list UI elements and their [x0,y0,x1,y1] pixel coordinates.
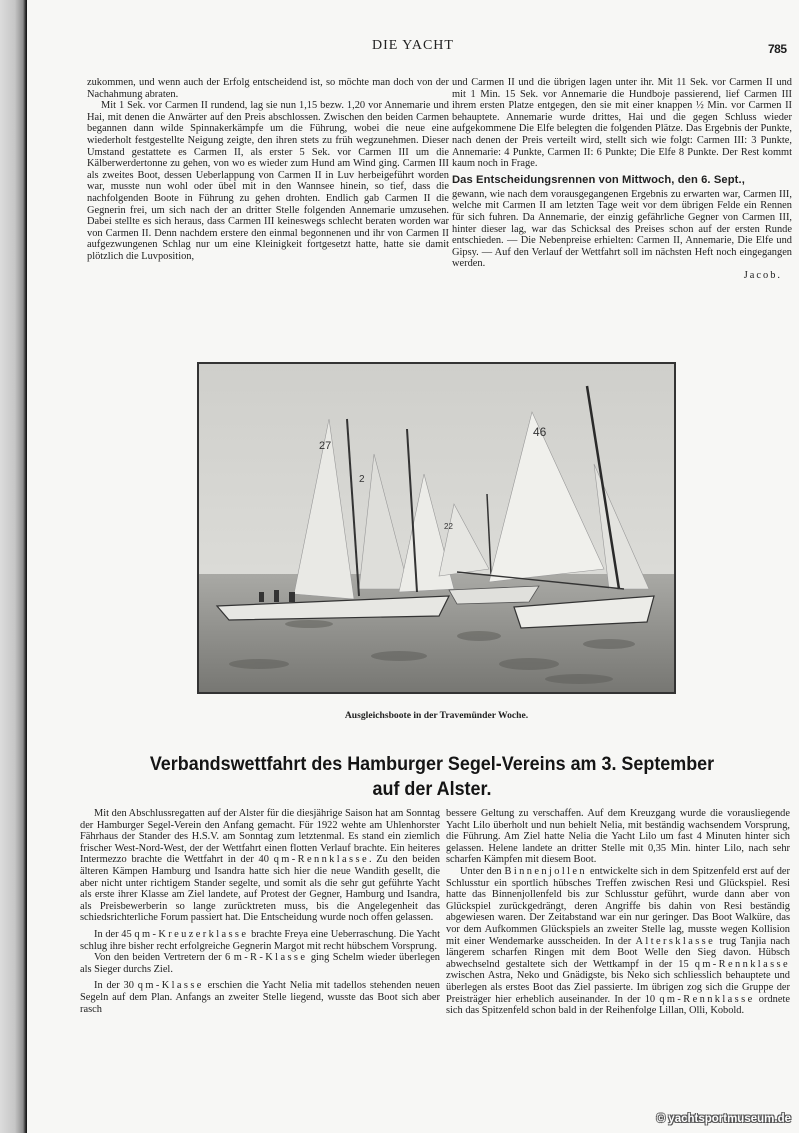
article-title-line-1: Verbandswettfahrt des Hamburger Segel-Vereins am 3. September [149,753,715,775]
class-name: Binnenjollen [504,865,588,877]
photo-sailing-boats [197,362,676,694]
class-name: qm-Rennklasse [659,993,755,1005]
sail-number: 2 [359,474,365,485]
sail-number: 27 [319,440,332,452]
class-name: qm-Klasse [137,980,204,992]
author-signature: Jacob. [743,269,782,281]
page-number: 785 [768,42,787,56]
section-subheading: Das Entscheidungsrennen von Mittwoch, den 6. Sept., [452,173,745,186]
top-article-left-column [87,77,449,263]
article-title [115,752,750,802]
paragraph: Unter den Binnenjollen entwickelte sich in dem Spitzenfeld erst auf der Schlusstur ein sportlich hübsches Treffen zwischen Resi und Glückspiel. Resi hatte das Binnenjollenfeld bis zur Schlusstur geführt, wurde dann aber von Glückspiel zurückgedrängt, deren Angriffe bis dahin von Resi beständig abgewiesen waren. Der Zeitabstand war ein nur geringer. Das Boot Walküre, das vor dem Aufkommen Glückspiels an zweiter Stelle lag, musste wegen Kollision mit einer Wendemarke ausscheiden. In der Altersklasse trug Tanjia nach längerem scharfen Ringen mit dem Boot Welle den Sieg davon. Hübsch abwechselnd gestaltete sich der Wettkampf in der 15 qm-Rennklasse zwischen Astra, Neko und Gnädigste, bis Neko sich schliesslich behauptete und überlegen als erstes Boot das Ziel passierte. Im übrigen zog sich die Gruppe der Preisträger hier erheblich auseinander. In der 10 qm-Rennklasse ordnete sich das Spitzenfeld schon bald in der Reihenfolge Lillan, Olli, Kobold. [446,865,790,1017]
sail-number: 46 [533,425,547,439]
paragraph: Mit den Abschlussregatten auf der Alster für die diesjährige Saison hat am Sonntag der Hamburger Segel-Verein den Anfang gemacht. Für 1922 wehte am Uhlenhorster Fährhaus der Stander des H.S.V. am Sonntag zum letztenmal. Es stand ein ziemlich frischer West-Nord-West, der der Wettfahrt einen flotten Verlauf brachte. Ein heiteres Intermezzo brachte die Wettfahrt in der 40 qm-Rennklasse. Zu den beiden älteren Kämpen Hamburg und Isandra hatte sich hier die neue Wandith gesellt, die aber nicht unter richtigem Stander segelte, und somit als die sehr gut geführte Yacht als erste ihrer Klasse am Ziel landete, auf Protest der Gegner, Hamburg und Isandra, als Preisbewerberin so lange zurücktreten muss, bis die Angelegenheit das schiedsrichterliche Forum passiert hat. Die Entscheidung wurde noch offen gelassen. [80,808,440,924]
magazine-page [27,0,799,1133]
paragraph: Von den beiden Vertretern der 6 m-R-Klasse ging Schelm wieder überlegen als Sieger durchs Ziel. [80,952,441,975]
top-article-right-column [452,77,792,282]
paragraph: Mit 1 Sek. vor Carmen II rundend, lag sie nun 1,15 bezw. 1,20 vor Annemarie und Hai, mit denen die Anwärter auf den Preis abschlossen. Zwischen den beiden Carmen begannen dann wilde Spinnakerkämpfe um die Führung, wobei die neue eine wiederholt festgestellte Neigung zeigte, den ihren stets zu früh wegzunehmen. Dieser Umstand gestattete es Carmen II, als erster 5 Sek. vor Carmen III um die Kälberwerdertonne zu gehen, von wo es wieder zum Hund am Wind ging. Carmen III als zweites Boot, dessen Ueberlappung von Carmen II in Luv herbeigeführt worden war, musste nun wohl oder übel mit in den Wannsee hinein, so tief, dass die nachfolgenden Boote in Führung zu gehen drohten. Endlich gab Carmen II die Gegnerin frei, um sich nach der an dritter Stelle folgenden Annemarie umzusehen. Dabei stellte es sich heraus, dass Carmen III keineswegs schlecht beraten worden war von Carmen II. Denn nachdem erstere den einmal begonnenen und ihr von Carmen II aufgezwungenen Schlag nur um eine Kleinigkeit fortgesetzt hatte, hatte sie damit plötzlich die Luvposition, [87,100,449,262]
book-binding-shadow [0,0,27,1133]
class-name: Altersklasse [635,935,716,947]
running-title: DIE YACHT [372,38,454,53]
article-right-column [446,808,790,1017]
photo-caption: Ausgleichsboote in der Travemünder Woche. [344,710,529,721]
paragraph: und Carmen II und die übrigen lagen unter ihr. Mit 11 Sek. vor Carmen II und mit 1 Min. 15 Sek. vor Annemarie die Hundboje passierend, lief Carmen III ihrem ersten Platze entgegen, den sie mit einer knappen ½ Min. vor Carmen II behauptete. Annemarie wurde drittes, Hai und die gegen Schluss wieder aufgekommene Die Elfe belegten die folgenden Plätze. Das Ergebnis der Punkte, nach denen der Preis verteilt wird, stellt sich wie folgt: Carmen III: 3 Punkte, Annemarie: 4 Punkte, Carmen II: 6 Punkte; Die Elfe 8 Punkte. Der Rest kommt kaum noch in Frage. [452,77,792,170]
class-name: qm-Rennklasse [273,854,369,866]
watermark: © yachtsportmuseum.de [656,1113,791,1125]
paragraph: bessere Geltung zu verschaffen. Auf dem Kreuzgang wurde die vorausliegende Yacht Lilo überholt und nun behielt Nelia, mit beständig wachsendem Vorsprung, die Führung. Am Ziel hatte Nelia die Yacht Lilo um fast 4 Minuten hinter sich gelassen. Helene landete an dritter Stelle mit 0,35 Min. hinter Lilo, nach sehr scharfen Kämpfen mit diesem Boot. [446,808,790,866]
paragraph: In der 45 qm-Kreuzerklasse brachte Freya eine Ueberraschung. Die Yacht schlug ihre bisher recht erfolgreiche Gegnerin Margot mit recht hübschem Vorsprung. [80,928,440,952]
paragraph: In der 30 qm-Klasse erschien die Yacht Nelia mit tadellos stehenden neuen Segeln auf dem Plan. Anfangs an zweiter Stelle liegend, wusste das Boot sich aber rasch [80,980,440,1015]
class-name: qm-Kreuzerklasse [134,928,249,940]
sail-number: 22 [444,522,453,531]
class-name: qm-Rennklasse [694,958,790,970]
paragraph: gewann, wie nach dem vorausgegangenen Ergebnis zu erwarten war, Carmen III, welche mit Carmen II am letzten Tage weit vor dem übrigen Felde ein Rennen für sich fuhren. Da Annemarie, der einzig gefährliche Gegner von Carmen III, hinter dieser lag, war das Schicksal des Preises schon auf der ersten Runde entschieden. — Die Nebenpreise erhielten: Carmen II, Annemarie, Die Elfe und Gipsy. — Auf den Verlauf der Wettfahrt soll im nächsten Heft noch eingegangen werden. [452,188,792,270]
class-name: m-R-Klasse [233,952,308,964]
article-title-line-2: auf der Alster. [372,778,492,800]
paragraph: zukommen, und wenn auch der Erfolg entscheidend ist, so möchte man doch von der Nachahmung abraten. [87,77,449,100]
sailboats-illustration [199,364,674,692]
article-left-column [80,808,440,1015]
